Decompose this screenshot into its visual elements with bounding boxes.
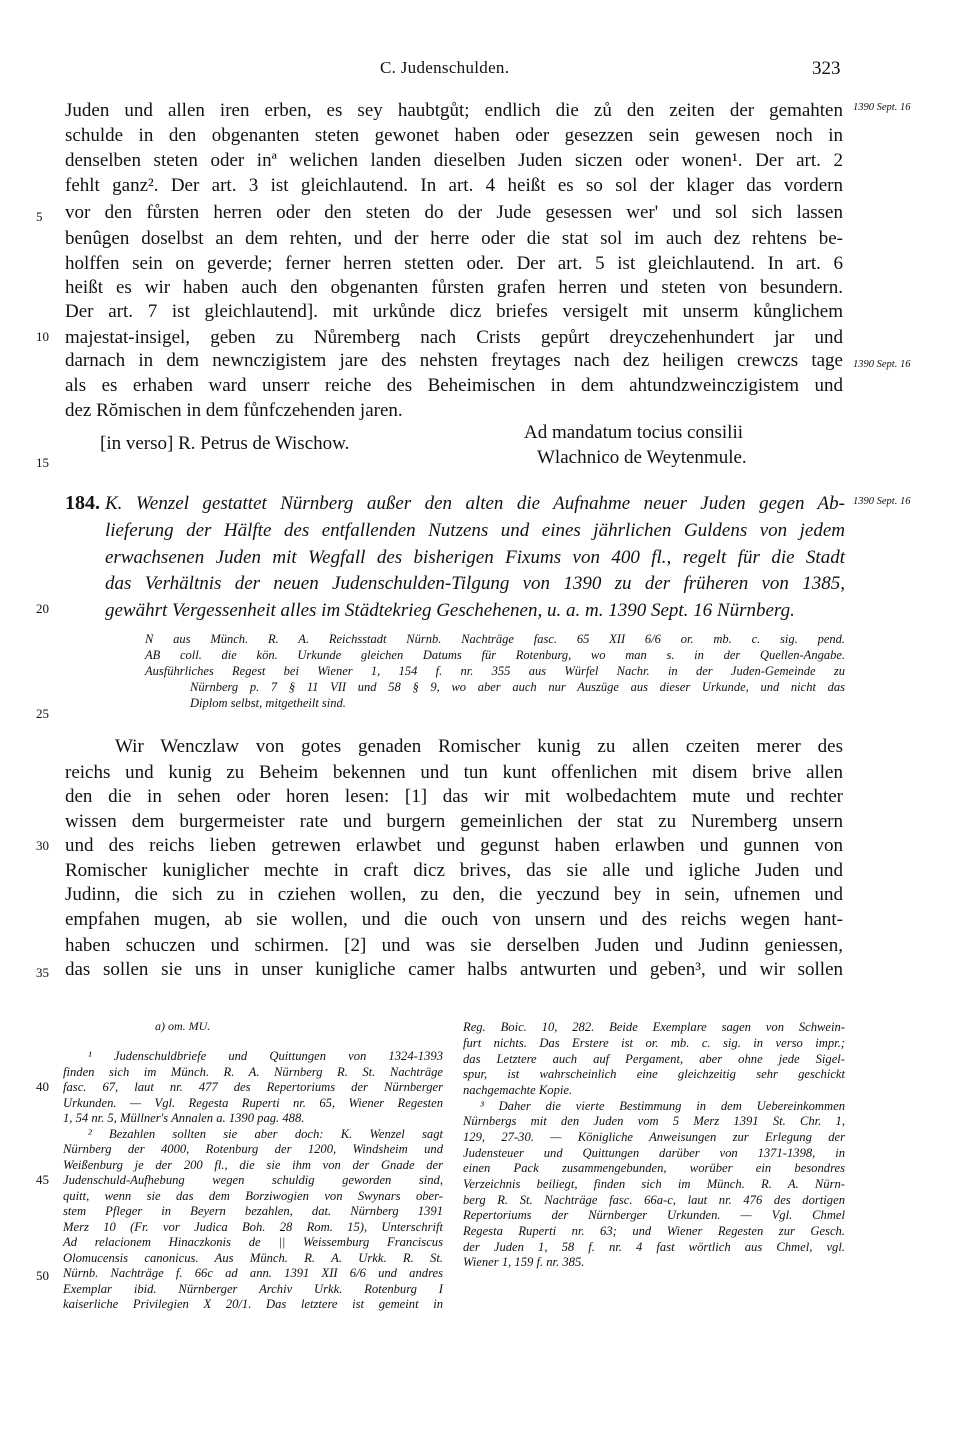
text-line: wissen dem burgermeister rate und burgern gemeinlichen der stat zu Nuremberg unsern bbox=[65, 811, 843, 832]
text-line: Judinn, die sich zu in cziehen wollen, zu den, die yeczund bey in sein, ufnemen und bbox=[65, 884, 843, 905]
footnote-line: Nürnberg der 4000, Rotenburg der 1200, Windsheim und bbox=[63, 1142, 443, 1156]
footnote-line: quitt, wenn sie das dem Borziwogien von Swynars ober- bbox=[63, 1189, 443, 1203]
source-line: Diplom selbst, mitgetheilt sind. bbox=[190, 696, 346, 710]
footnote-line: Regesta Ruperti nr. 63; und Wiener Regesten zur Gesch. bbox=[463, 1224, 845, 1238]
text-line: empfahen mugen, ab sie wollen, und die ouch von unsern und des reichs wegen hant- bbox=[65, 909, 843, 930]
line-number: 15 bbox=[36, 455, 49, 470]
footnote-line: Verzeichnis beiliegt, finden sich im Münch. R. A. Nürn- bbox=[463, 1177, 845, 1191]
text-line: fehlt ganz². Der art. 3 ist gleichlautend. In art. 4 heißt es so sol der klager das vordern bbox=[65, 175, 843, 196]
footnote-line: Judenschuld-Aufhebung wegen schuldig geworden sind, bbox=[63, 1173, 443, 1187]
line-number: 50 bbox=[36, 1268, 49, 1283]
text-line: haben schuczen und schirmen. [2] und was sie derselben Juden und Judinn geniessen, bbox=[65, 935, 843, 956]
text-line: reichs und kunig zu Beheim bekennen und tun kunt offenlichen mit disem brive allen bbox=[65, 762, 843, 783]
footnote-line: Judensteuer und Quittungen darüber von 1371-1398, in bbox=[463, 1146, 845, 1160]
line-number: 40 bbox=[36, 1079, 49, 1094]
line-number: 20 bbox=[36, 601, 49, 616]
footnote-line: ¹ Judenschuldbriefe und Quittungen von 1324-1393 bbox=[88, 1049, 443, 1063]
text-line: und des reichs lieben getrewen erlawbet und gegunst haben erlawben und gunnen von bbox=[65, 835, 843, 856]
footnote-line: finden sich im Münch. R. A. Nürnberg R. St. Nachträge bbox=[63, 1065, 443, 1079]
regest-line: erwachsenen Juden mit Wegfall des bisherigen Fixums von 400 fl., regelt für die Stadt bbox=[105, 547, 845, 568]
footnote-line: furt nichts. Das Erstere ist or. mb. c. sig. in verso impr.; bbox=[463, 1036, 845, 1050]
source-line: Nürnberg p. 7 § 11 VII und 58 § 9, wo aber auch nur Auszüge aus dieser Urkunde, und nicht das bbox=[190, 680, 845, 694]
footnote-line: Weißenburg je der 200 fl., die sie ihm von der Gnade der bbox=[63, 1158, 443, 1172]
footnote-line: 129, 27-30. — Königliche Anweisungen zur Erlegung der bbox=[463, 1130, 845, 1144]
footnote-line: Wiener 1, 159 f. nr. 385. bbox=[463, 1255, 585, 1269]
text-line: denselben steten oder inª welichen landen dieselben Juden siczen oder wonen¹. Der art. 2 bbox=[65, 150, 843, 171]
text-line: Juden und allen iren erben, es sey haubtgůt; endlich die zů den zeiten der gemahten bbox=[65, 100, 843, 121]
footnote-line: Ad relacionem Hinaczkonis de || Weissemburg Franciscus bbox=[63, 1235, 443, 1249]
signature-right-2: Wlachnico de Weytenmule. bbox=[537, 447, 747, 468]
text-line: schulde in den obgenanten steten gewonet haben oder gesezzen sein gewesen noch in bbox=[65, 125, 843, 146]
regest-line: lieferung der Hälfte des entfallenden Nutzens und eines jährlichen Guldens von jedem bbox=[105, 520, 845, 541]
footnote-line: spur, ist wahrscheinlich eine gleichzeitig sehr geschickt bbox=[463, 1067, 845, 1081]
text-line: Wir Wenczlaw von gotes genaden Romischer kunig zu allen czeiten merer des bbox=[115, 736, 843, 757]
text-line: den die in sehen oder horen lesen: [1] das wir mit wolbedachtem mute und rechter bbox=[65, 786, 843, 807]
footnote-line: Exemplar ibid. Nürnberger Archiv Urkk. Rotenburg I bbox=[63, 1282, 443, 1296]
source-line: Ausführliches Regest bei Wiener 1, 154 f. nr. 355 aus Würfel Nachr. in der Juden-Gemeinde zu bbox=[145, 664, 845, 678]
footnote-line: fasc. 67, laut nr. 477 des Repertoriums der Nürnberger bbox=[63, 1080, 443, 1094]
margin-date: 1390 Sept. 16 bbox=[853, 496, 911, 507]
regest-line: K. Wenzel gestattet Nürnberg außer den alten die Aufnahme neuer Juden gegen Ab- bbox=[105, 493, 845, 514]
footnote-line: einen Pack zusammengebunden, worüber ein besondres bbox=[463, 1161, 845, 1175]
text-line: holffen sein on geverde; ferner herren stetten oder. Der art. 5 ist gleichlautend. In art. 6 bbox=[65, 253, 843, 274]
signature-right-1: Ad mandatum tocius consilii bbox=[524, 422, 744, 443]
text-line: vor den fůrsten herren oder den steten do der Jude gesessen wer' und sol sich lassen bbox=[65, 202, 843, 223]
source-line: AB coll. die kön. Urkunde gleichen Datums für Rotenburg, wo man s. in der Quellen-Angabe. bbox=[145, 648, 845, 662]
text-line: Der art. 7 ist gleichlautend]. mit urkůnde dicz briefes versigelt mit unserm kůnglichem bbox=[65, 301, 843, 322]
source-line: N aus Münch. R. A. Reichsstadt Nürnb. Nachträge fasc. 65 XII 6/6 or. mb. c. sig. pend. bbox=[145, 632, 845, 646]
footnote-line: der Juden 1, 58 f. nr. 4 fast wörtlich aus Chmel, vgl. bbox=[463, 1240, 845, 1254]
footnote-line: kaiserliche Privilegien X 20/1. Das letztere ist gemeint in bbox=[63, 1297, 443, 1311]
line-number: 25 bbox=[36, 706, 49, 721]
footnote-line: das Letztere auch auf Pergament, aber ohne jede Sigel- bbox=[463, 1052, 845, 1066]
footnote-line: ³ Daher die vierte Bestimmung in dem Uebereinkommen bbox=[480, 1099, 845, 1113]
text-line: darnach in dem newnczigistem jare des nehsten freytages nach dez heiligen crewczs tage bbox=[65, 350, 843, 371]
footnote-line: 1, 54 nr. 5, Müllner's Annalen a. 1390 pag. 488. bbox=[63, 1111, 305, 1125]
signature-left: [in verso] R. Petrus de Wischow. bbox=[100, 433, 350, 454]
footnote-line: Nürnbergs mit den Juden vom 5 Merz 1391 St. Chr. 1, bbox=[463, 1114, 845, 1128]
page-header bbox=[0, 58, 960, 82]
text-line: majestat-insigel, geben zu Nůremberg nach Crists gepůrt dreyczehenhundert jar und bbox=[65, 327, 843, 348]
page-number: 323 bbox=[812, 58, 841, 79]
footnote-line: Repertoriums der Nürnberger Urkunden. — Vgl. Chmel bbox=[463, 1208, 845, 1222]
text-line: benûgen doselbst an dem rehten, und der herre oder die stat sol im auch dez rehtens be- bbox=[65, 228, 843, 249]
footnote-a: a) om. MU. bbox=[155, 1019, 211, 1033]
text-line: dez Rŏmischen in dem fůnfczehenden jaren. bbox=[65, 400, 403, 421]
footnote-line: berg R. St. Nachträge fasc. 66a-c, laut nr. 476 des dortigen bbox=[463, 1193, 845, 1207]
margin-date: 1390 Sept. 16 bbox=[853, 359, 911, 370]
footnote-line: Urkunden. — Vgl. Regesta Ruperti nr. 65, Wiener Regesten bbox=[63, 1096, 443, 1110]
text-line: heißt es wir haben auch den obgenanten fůrsten grafen herren und steten von besundern. bbox=[65, 277, 843, 298]
text-line: Romischer kuniglicher mechte in craft dicz brives, das sie alle und igliche Juden und bbox=[65, 860, 843, 881]
footnote-line: Nürnb. Nachträge f. 66c ad ann. 1391 XII 6/6 und andres bbox=[63, 1266, 443, 1280]
regest-line: gewährt Vergessenheit alles im Städtekrieg Geschehenen, u. a. m. 1390 Sept. 16 Nürnberg. bbox=[105, 600, 795, 621]
line-number: 30 bbox=[36, 838, 49, 853]
text-line: als es erhaben ward unserr reiche des Beheimischen in dem ahtundzweinczigistem und bbox=[65, 375, 843, 396]
footnote-line: Merz 10 (Fr. vor Judica Boh. 28 Rom. 15), Unterschrift bbox=[63, 1220, 443, 1234]
line-number: 10 bbox=[36, 329, 49, 344]
margin-date: 1390 Sept. 16 bbox=[853, 102, 911, 113]
document-number: 184. bbox=[65, 492, 100, 514]
footnote-line: stem Pfleger in Beyern bezahlen, dat. Nürnberg 1391 bbox=[63, 1204, 443, 1218]
regest-line: das Verhältnis der neuen Judenschulden-Tilgung von 1390 zu der früheren von 1385, bbox=[105, 573, 845, 594]
line-number: 45 bbox=[36, 1172, 49, 1187]
footnote-line: nachgemachte Kopie. bbox=[463, 1083, 573, 1097]
footnote-line: Olomucensis canonicus. Aus Münch. R. A. Urkk. R. St. bbox=[63, 1251, 443, 1265]
footnote-line: Reg. Boic. 10, 282. Beide Exemplare sagen von Schwein- bbox=[463, 1020, 845, 1034]
line-number: 35 bbox=[36, 965, 49, 980]
line-number: 5 bbox=[36, 209, 43, 224]
footnote-line: ² Bezahlen sollten sie aber doch: K. Wenzel sagt bbox=[88, 1127, 443, 1141]
running-title: C. Judenschulden. bbox=[380, 58, 510, 77]
text-line: das sollen sie uns in unser kunigliche camer halbs antwurten und geben³, und wir sollen bbox=[65, 959, 843, 980]
